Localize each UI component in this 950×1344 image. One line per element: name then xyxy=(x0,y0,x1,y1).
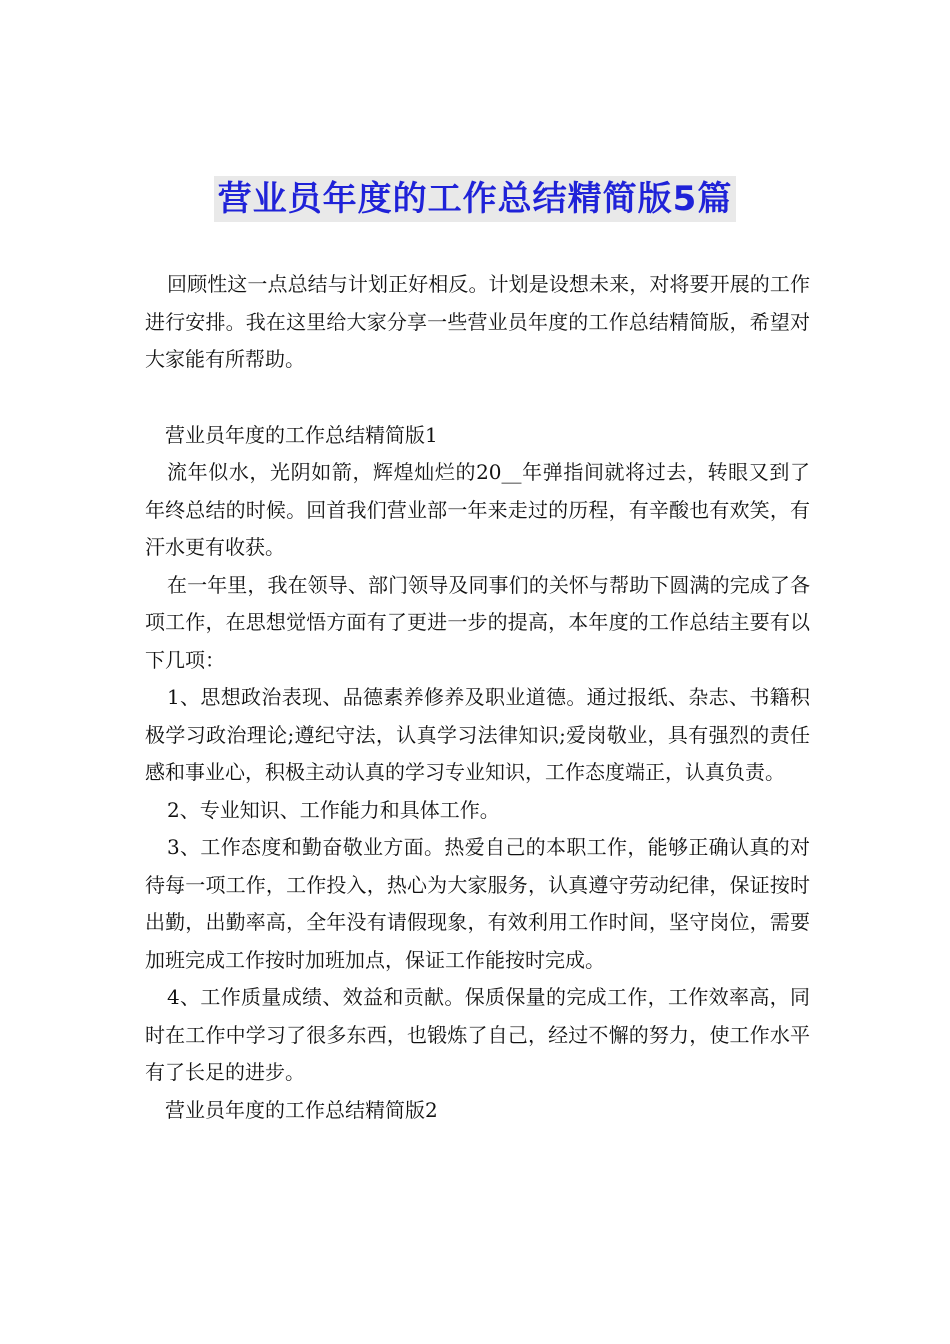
intro-paragraph: 回顾性这一点总结与计划正好相反。计划是设想未来，对将要开展的工作进行安排。我在这里给大家分享一些营业员年度的工作总结精简版，希望对大家能有所帮助。 xyxy=(145,272,810,371)
paragraph-3: 1、思想政治表现、品德素养修养及职业道德。通过报纸、杂志、书籍积极学习政治理论;遵纪守法，认真学习法律知识;爱岗敬业，具有强烈的责任感和事业心，积极主动认真的学习专业知识，工作态度端正，认真负责。 xyxy=(145,685,810,784)
document-title: 营业员年度的工作总结精简版5篇 xyxy=(214,176,737,222)
paragraph-6: 4、工作质量成绩、效益和贡献。保质保量的完成工作，工作效率高，同时在工作中学习了很多东西，也锻炼了自己，经过不懈的努力，使工作水平有了长足的进步。 xyxy=(145,985,810,1084)
paragraph-1: 流年似水，光阴如箭，辉煌灿烂的20__年弹指间就将过去，转眼又到了年终总结的时候。回首我们营业部一年来走过的历程，有辛酸也有欢笑，有汗水更有收获。 xyxy=(145,460,810,559)
document-body xyxy=(145,266,810,1129)
paragraph-gap xyxy=(145,379,810,417)
title-container xyxy=(0,176,950,222)
paragraph-2: 在一年里，我在领导、部门领导及同事们的关怀与帮助下圆满的完成了各项工作，在思想觉悟方面有了更进一步的提高，本年度的工作总结主要有以下几项： xyxy=(145,572,810,672)
section-1-heading: 营业员年度的工作总结精简版1 xyxy=(165,422,438,447)
paragraph-4: 2、专业知识、工作能力和具体工作。 xyxy=(167,797,500,822)
section-2-heading: 营业员年度的工作总结精简版2 xyxy=(165,1097,438,1122)
paragraph-5: 3、工作态度和勤奋敬业方面。热爱自己的本职工作，能够正确认真的对待每一项工作，工作投入，热心为大家服务，认真遵守劳动纪律，保证按时出勤，出勤率高，全年没有请假现象，有效利用工作时间，坚守岗位，需要加班完成工作按时加班加点，保证工作能按时完成。 xyxy=(145,835,810,972)
